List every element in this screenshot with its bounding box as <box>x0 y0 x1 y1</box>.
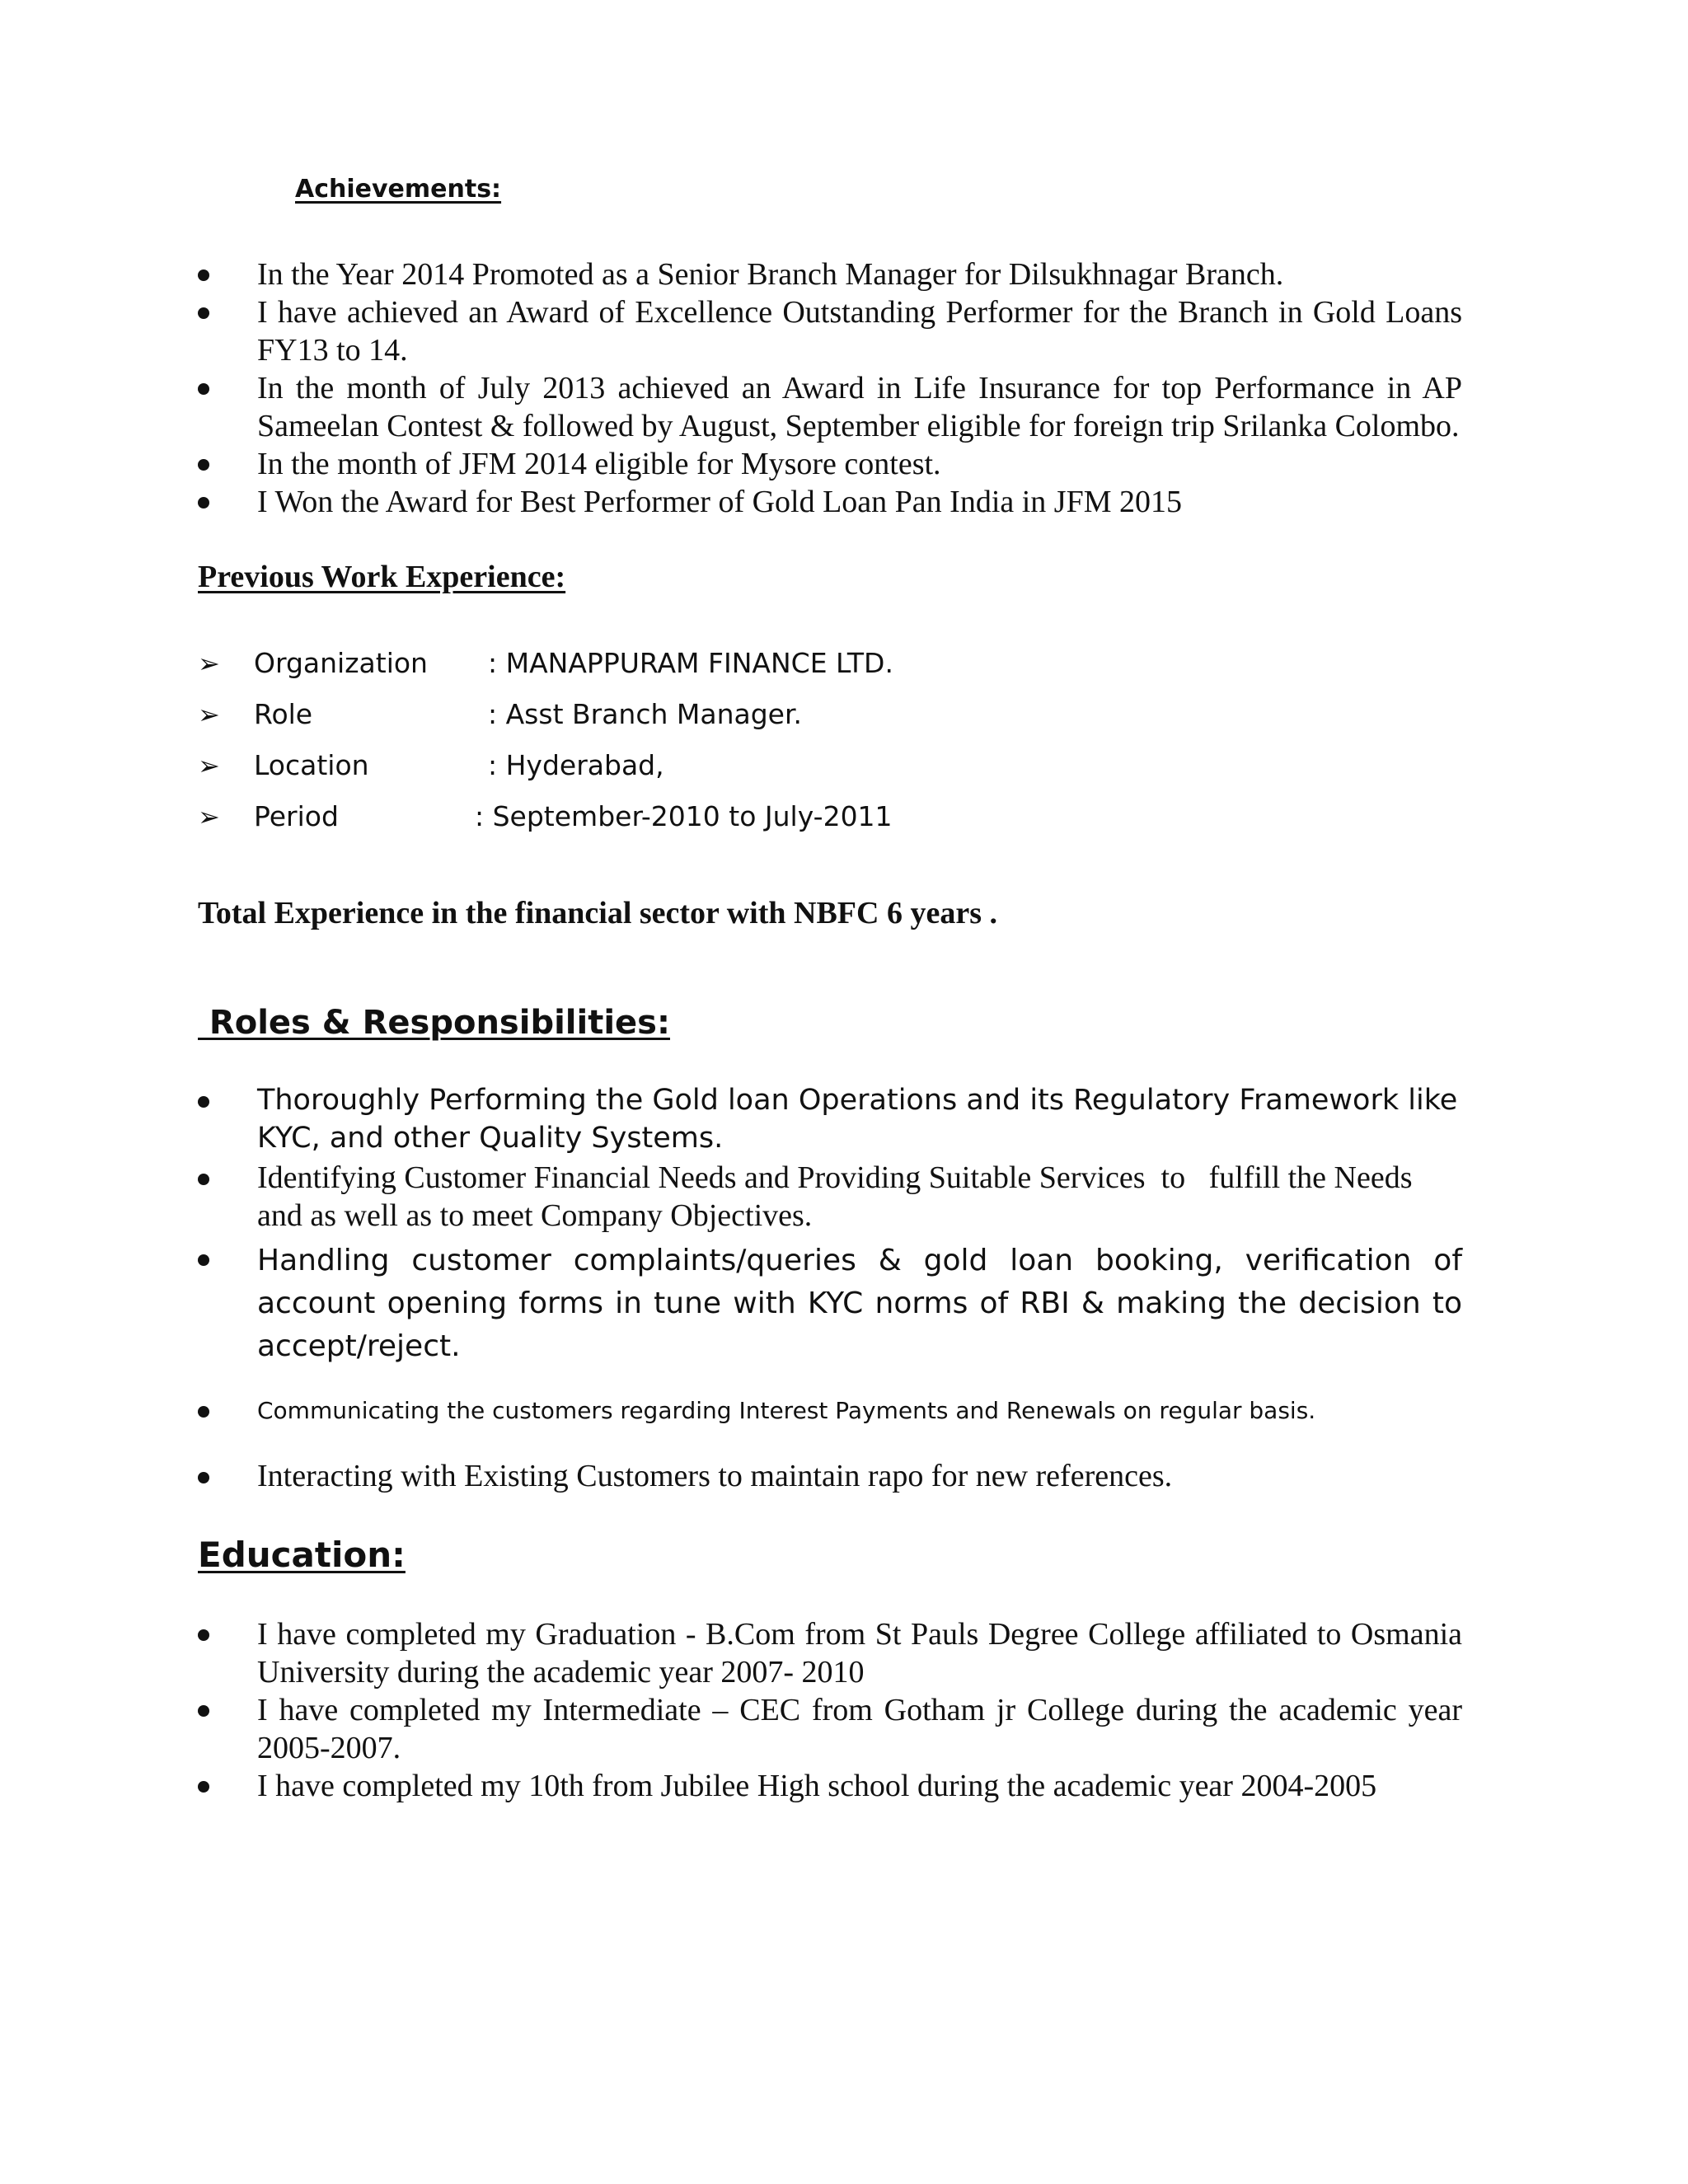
role-text: Handling customer complaints/queries & gold loan booking, verification of account opening forms in tune with KYC norms of RBI & making the decision to accept/reject. <box>257 1244 1462 1363</box>
achievement-text: In the month of July 2013 achieved an Award in Life Insurance for top Performance in AP Sameelan Contest & followed by August, September eligible for foreign trip Srilanka Colombo. <box>257 371 1462 443</box>
education-text: I have completed my 10th from Jubilee High school during the academic year 2004-2005 <box>257 1769 1377 1803</box>
bullet-icon <box>198 1705 209 1717</box>
arrow-bullet-icon: ➢ <box>198 699 220 730</box>
previous-work-heading: Previous Work Experience: <box>198 560 566 594</box>
list-item <box>198 1767 1462 1805</box>
education-heading: Education: <box>198 1535 406 1575</box>
achievements-heading: Achievements: <box>295 175 502 204</box>
list-item <box>198 445 1462 483</box>
achievements-list <box>198 255 1462 521</box>
role-text: Interacting with Existing Customers to maintain rapo for new references. <box>257 1459 1173 1493</box>
education-text: I have completed my Graduation - B.Com from St Pauls Degree College affiliated to Osmania University during the academic year 2007- 2010 <box>257 1617 1462 1690</box>
work-label: Period <box>254 800 339 832</box>
bullet-icon <box>198 1174 209 1185</box>
achievement-text: In the Year 2014 Promoted as a Senior Branch Manager for Dilsukhnagar Branch. <box>257 257 1284 292</box>
roles-heading: Roles & Responsibilities: <box>198 1004 670 1042</box>
bullet-icon <box>198 1096 209 1108</box>
role-text: Thoroughly Performing the Gold loan Operations and its Regulatory Framework like KYC, and other Quality Systems. <box>257 1084 1458 1155</box>
total-experience: Total Experience in the financial sector with NBFC 6 years . <box>198 896 997 930</box>
bullet-icon <box>198 459 209 471</box>
list-item <box>198 1615 1462 1691</box>
bullet-icon <box>198 1472 209 1483</box>
bullet-icon <box>198 497 209 509</box>
arrow-bullet-icon: ➢ <box>198 750 220 781</box>
bullet-icon <box>198 269 209 281</box>
work-value: : September-2010 to July-2011 <box>475 800 893 832</box>
education-text: I have completed my Intermediate – CEC from Gotham jr College during the academic year 2005-2007. <box>257 1693 1462 1765</box>
list-item <box>198 1691 1462 1767</box>
list-item <box>198 369 1462 445</box>
bullet-icon <box>198 1406 209 1418</box>
achievement-text: I have achieved an Award of Excellence Outstanding Performer for the Branch in Gold Loans FY13 to 14. <box>257 295 1462 368</box>
work-label: Organization <box>254 647 428 679</box>
work-value: : MANAPPURAM FINANCE LTD. <box>488 647 893 679</box>
arrow-bullet-icon: ➢ <box>198 801 220 832</box>
work-label: Role <box>254 698 313 730</box>
list-item <box>198 1457 1462 1495</box>
work-value: : Hyderabad, <box>488 749 664 781</box>
education-list <box>198 1615 1462 1805</box>
bullet-icon <box>198 1254 209 1266</box>
role-text: Identifying Customer Financial Needs and Providing Suitable Services to fulfill the Needs and as well as to meet Company Objectives. <box>257 1160 1421 1233</box>
list-item <box>198 255 1462 293</box>
bullet-icon <box>198 1629 209 1641</box>
roles-list <box>198 1081 1462 1495</box>
bullet-icon <box>198 307 209 319</box>
list-item <box>198 293 1462 369</box>
achievement-text: I Won the Award for Best Performer of Gold Loan Pan India in JFM 2015 <box>257 485 1183 519</box>
work-label: Location <box>254 749 369 781</box>
list-item <box>198 1240 1462 1368</box>
bullet-icon <box>198 1781 209 1793</box>
list-item <box>198 1159 1462 1235</box>
role-text: Communicating the customers regarding Interest Payments and Renewals on regular basis. <box>257 1397 1316 1424</box>
list-item <box>198 1081 1462 1157</box>
work-value: : Asst Branch Manager. <box>488 698 802 730</box>
arrow-bullet-icon: ➢ <box>198 648 220 679</box>
list-item <box>198 1394 1462 1427</box>
achievement-text: In the month of JFM 2014 eligible for Mysore contest. <box>257 447 941 481</box>
bullet-icon <box>198 383 209 395</box>
list-item <box>198 483 1462 521</box>
